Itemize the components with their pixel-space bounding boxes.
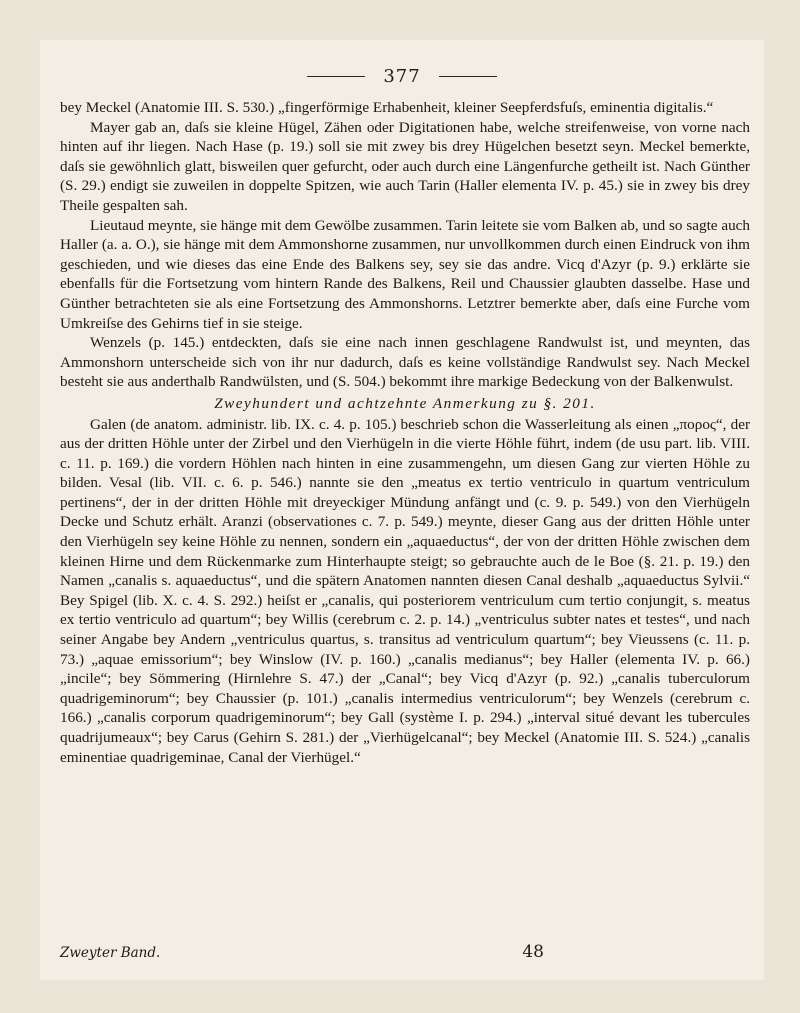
page-number: 377 (383, 66, 421, 87)
sheet-number: 48 (522, 942, 544, 962)
paragraph: Mayer gab an, daſs sie kleine Hügel, Zähen oder Digitationen habe, welche streifenweise, von vorne nach hinten auf ihr liegen. Nach Hase (p. 19.) soll sie mit zwey bis drey Hügelchen besetzt seyn. Meckel bemerkte, daſs sie gewöhnlich glatt, bisweilen quer gefurcht, oder auch durch eine Längenfurche getheilt ist. Nach Günther (S. 29.) endigt sie zuweilen in doppelte Spitzen, wie auch Tarin (Haller elementa IV. p. 45.) sie in zwey bis drey Theile gespalten sah. (60, 118, 750, 214)
page-header (40, 66, 764, 87)
paragraph: bey Meckel (Anatomie III. S. 530.) „fingerförmige Erhabenheit, kleiner Seepferdsfuſs, eminentia digitalis.“ (60, 99, 714, 116)
section-heading: Zweyhundert und achtzehnte Anmerkung zu §. 201. (214, 394, 596, 412)
page-footer (60, 942, 744, 962)
header-rule-left (307, 76, 365, 77)
signature-mark: Zweyter Band. (60, 945, 161, 961)
paragraph: Wenzels (p. 145.) entdeckten, daſs sie eine nach innen geschlagene Randwulst ist, und meynten, das Ammonshorn unterscheide sich von ihr nur dadurch, daſs es keine vollständige Randwulst sey. Nach Meckel besteht sie aus anderthalb Randwülsten, und (S. 504.) bekommt ihre markige Bedeckung von der Balkenwulst. (60, 334, 750, 391)
paragraph: Lieutaud meynte, sie hänge mit dem Gewölbe zusammen. Tarin leitete sie vom Balken ab, und so sagte auch Haller (a. a. O.), sie hänge mit dem Ammonshorne zusammen, nur unvollkommen durch einen Eindruck von ihm geschieden, und wie dieses das eine Ende des Balkens sey, sey sie das andre. Vicq d'Azyr (p. 9.) erklärte sie ebenfalls für die Fortsetzung vom hintern Rande des Balkens, Reil und Chaussier glaubten dasselbe. Hase und Günther betrachteten sie als eine Fortsetzung des Ammonshorns. Letztrer bemerkte aber, daſs eine Furche vom Umkreiſse des Gehirns tief in sie steige. (60, 216, 750, 332)
header-rule-right (439, 76, 497, 77)
page-body (60, 98, 750, 767)
paragraph: Galen (de anatom. administr. lib. IX. c. 4. p. 105.) beschrieb schon die Wasserleitung als einen „πορος“, der aus der dritten Höhle unter der Zirbel und den Vierhügeln in die vierte Höhle führt, indem (de usu part. lib. VIII. c. 11. p. 169.) die vordern Höhlen nach hinten in eine zusammengehn, um diesen Gang zur vierten Höhle zu bilden. Vesal (lib. VII. c. 6. p. 546.) nannte sie den „meatus ex tertio ventriculo in quartum ventriculum pertinens“, der in der dritten Höhle mit dreyeckiger Mündung anfängt und (c. 9. p. 549.) von den Vierhügeln Decke und Schutz erhält. Aranzi (observationes c. 7. p. 549.) meynte, dieser Gang aus der dritten Höhle unter den Vierhügeln sey keine Höhle zu nennen, sondern ein „aquaeductus“, der von der dritten Höhle zwischen dem kleinen Hirne und dem Rückenmarke zum Hinterhaupte steigt; so gebrauchte auch de le Boe (§. 21. p. 19.) den Namen „canalis s. aquaeductus“, und die spätern Anatomen nannten diesen Canal deshalb „aquaeductus Sylvii.“ Bey Spigel (lib. X. c. 4. S. 292.) heiſst er „canalis, qui posteriorem ventriculum cum tertio conjungit, s. meatus ex tertio ventriculo ad quartum“; bey Willis (cerebrum c. 2. p. 14.) „ventriculus subter nates et testes“, und nach seiner Angabe bey Andern „ventriculus quartus, s. transitus ad ventriculum quartum“; bey Vieussens (c. 11. p. 73.) „aquae emissorium“; bey Winslow (IV. p. 160.) „canalis medianus“; bey Haller (elementa IV. p. 66.) „incile“; bey Sömmering (Hirnlehre S. 47.) der „Canal“; bey Vicq d'Azyr (p. 92.) „canalis tuberculorum quadrigeminorum“; bey Chaussier (p. 101.) „canalis intermedius ventriculorum“; bey Wenzels (cerebrum c. 166.) „canalis corporum quadrigeminorum“; bey Gall (système I. p. 294.) „interval situé devant les tubercules quadrijumeaux“; bey Carus (Gehirn S. 281.) der „Vierhügelcanal“; bey Meckel (Anatomie III. S. 524.) „canalis eminentiae quadrigeminae, Canal der Vierhügel.“ (60, 415, 750, 766)
book-page (40, 40, 764, 980)
